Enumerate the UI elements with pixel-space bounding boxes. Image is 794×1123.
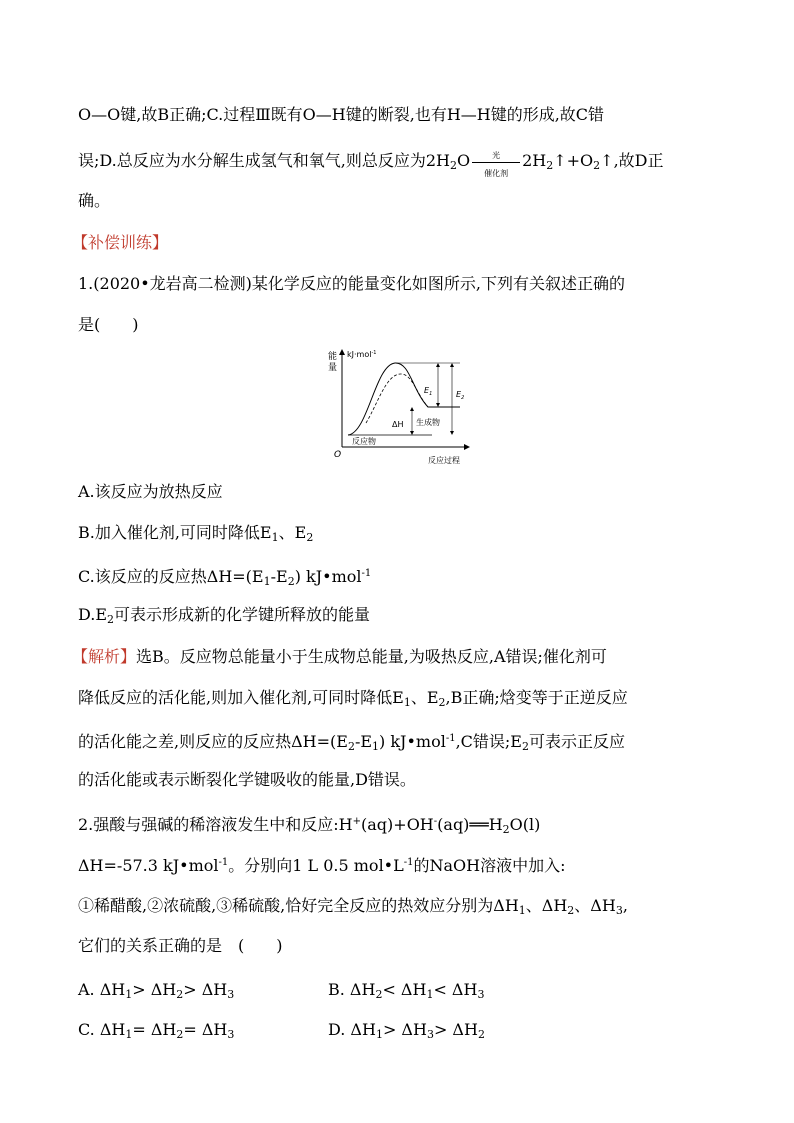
e2-label: $E_2$	[456, 390, 465, 401]
x-axis-arrow	[464, 444, 470, 450]
q2-option-d: D. $\Delta H_1> \Delta H_3> \Delta H_2$	[328, 1020, 485, 1041]
q1-option-d: $D.E_2$可表示形成新的化学键所释放的能量	[78, 605, 371, 626]
x-axis-label: 反应过程	[428, 456, 460, 465]
q1-option-a: A.该反应为放热反应	[78, 482, 223, 501]
q1-option-c: C.该反应的反应热$\Delta H=(E_1-E_2)$ kJ•mol$^{-1}$	[78, 567, 372, 588]
q1-analysis-line-2: 降低反应的活化能,则加入催化剂,可同时降低$E_1$、$E_2,B$正确;焓变等于正逆反应	[78, 688, 628, 709]
q2-stem-line-2: ΔH=-57.3 kJ•mol$^{-1}$。分别向1 L 0.5 $mol•L^{-1}$的NaOH溶液中加入:	[78, 856, 566, 875]
product-label: 生成物	[416, 418, 440, 427]
prev-answer-line-3: 确。	[78, 191, 111, 210]
e1-label: $E_1$	[424, 386, 433, 397]
prev-answer-line-2: 误;D.总反应为水分解生成氢气和氧气,则总反应为$2H_2O$ 光 催化剂 $2H_2↑+O_2↑$,故D正	[78, 150, 664, 178]
reaction-arrow: 光 催化剂	[470, 151, 522, 173]
q2-option-c: C. $\Delta H_1= \Delta H_2= \Delta H_3$	[78, 1020, 235, 1041]
energy-diagram	[320, 345, 480, 470]
origin-label: O	[334, 450, 342, 460]
section-title: 【补偿训练】	[72, 233, 169, 252]
q2-option-a: A. $\Delta H_1> \Delta H_2> \Delta H_3$	[78, 980, 235, 1001]
q1-analysis-line-4: 的活化能或表示断裂化学键吸收的能量,D错误。	[78, 770, 416, 789]
q1-stem-line-1: 1.(2020•龙岩高二检测)某化学反应的能量变化如图所示,下列有关叙述正确的	[78, 274, 625, 293]
q2-stem-line-4: 它们的关系正确的是 ( )	[78, 936, 283, 955]
q2-stem-line-3: ①稀醋酸,②浓硫酸,③稀硫酸,恰好完全反应的热效应分别为$\Delta H_1$、$\Delta H_2$、$\Delta H_3$,	[78, 896, 628, 917]
q1-analysis-line-1: 【解析】选B。反应物总能量小于生成物总能量,为吸热反应,A错误;催化剂可	[72, 647, 607, 666]
catalyzed-curve	[366, 374, 428, 423]
analysis-tag: 【解析】	[72, 647, 137, 666]
uncatalyzed-curve	[348, 363, 460, 435]
y-axis-arrow	[339, 349, 345, 355]
q1-option-b: B.加入催化剂,可同时降低$E_1$、$E_2$	[78, 523, 314, 544]
y-label-1: 能	[328, 352, 338, 362]
dh-label: ΔH	[392, 420, 404, 429]
reactant-label: 反应物	[352, 437, 376, 446]
q1-analysis-line-3: 的活化能之差,则反应的反应热$\Delta H=(E_2-E_1)$ kJ•mol$^{-1}$,C错误$;E_2$可表示正反应	[78, 732, 625, 753]
q2-stem-line-1: 2.强酸与强碱的稀溶液发生中和反应$:H^+(aq)+OH^-(aq)══H_2O(l)$	[78, 815, 541, 836]
q2-option-b: B. $\Delta H_2< \Delta H_1< \Delta H_3$	[328, 980, 485, 1001]
prev-answer-line-1: O—O键,故B正确;C.过程Ⅲ既有O—H键的断裂,也有H—H键的形成,故C错	[78, 105, 605, 124]
y-label-2: 量	[328, 363, 338, 373]
q1-stem-line-2: 是( )	[78, 315, 139, 334]
unit-label: kJ·mol$^{-1}$	[347, 350, 377, 359]
